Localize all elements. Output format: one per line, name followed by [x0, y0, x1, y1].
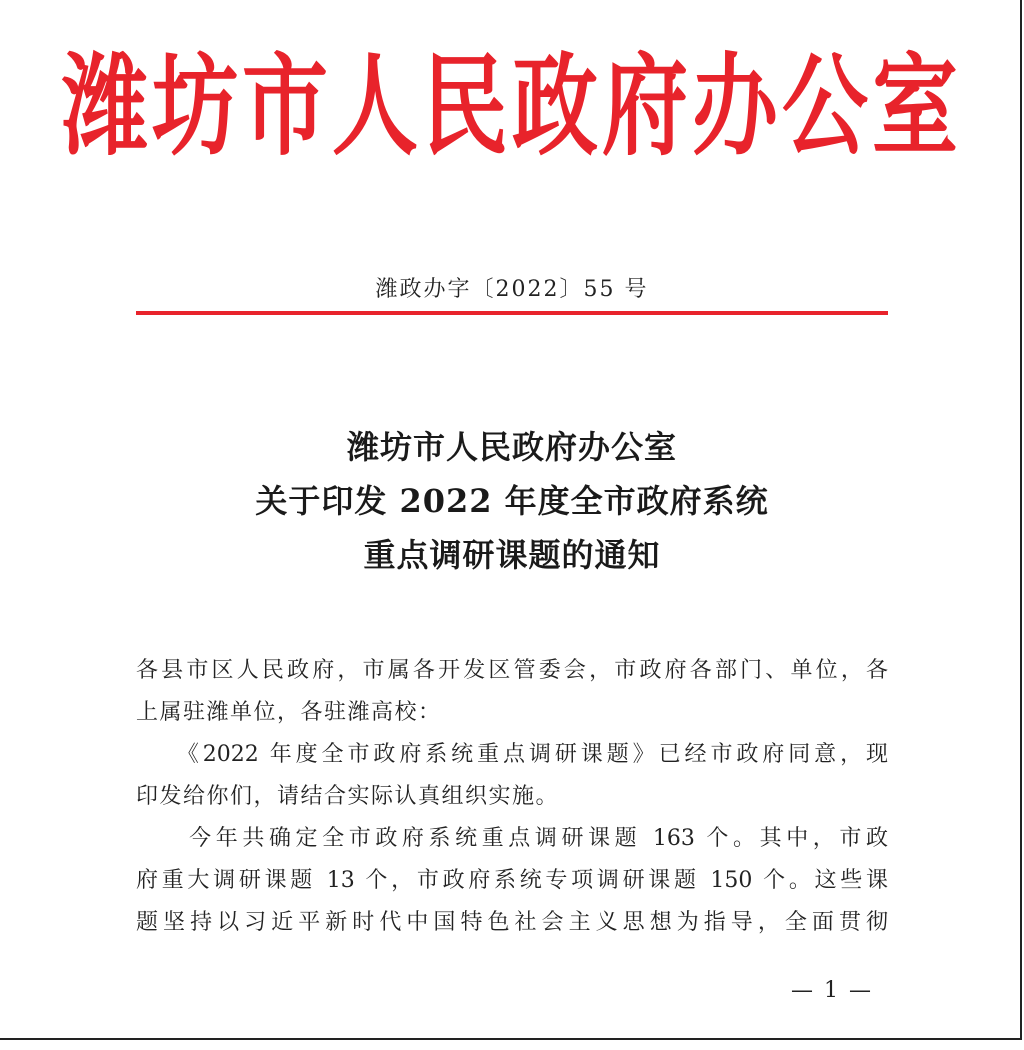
page-number: — 1 — — [791, 978, 873, 1003]
body-line: 府重大调研课题 13 个，市政府系统专项调研课题 150 个。这些课 — [136, 868, 888, 893]
document-number: 潍政办字〔2022〕55 号 — [375, 277, 649, 302]
document-body — [136, 650, 888, 944]
body-line: 印发给你们，请结合实际认真组织实施。 — [136, 784, 560, 809]
body-line: 各县市区人民政府，市属各开发区管委会，市政府各部门、单位，各 — [136, 658, 888, 683]
red-divider-line — [136, 311, 888, 315]
title-line-1: 潍坊市人民政府办公室 — [346, 428, 677, 466]
body-line: 今年共确定全市政府系统重点调研课题 163 个。其中，市政 — [136, 826, 888, 851]
masthead-issuer: 潍坊市人民政府办公室 — [62, 42, 962, 172]
body-line: 题坚持以习近平新时代中国特色社会主义思想为指导，全面贯彻 — [136, 910, 888, 935]
body-line: 《2022 年度全市政府系统重点调研课题》已经市政府同意，现 — [136, 742, 888, 767]
document-title — [0, 420, 1024, 582]
body-line: 上属驻潍单位，各驻潍高校： — [136, 700, 442, 725]
title-line-3: 重点调研课题的通知 — [363, 536, 661, 574]
title-line-2: 关于印发 2022 年度全市政府系统 — [255, 482, 769, 520]
